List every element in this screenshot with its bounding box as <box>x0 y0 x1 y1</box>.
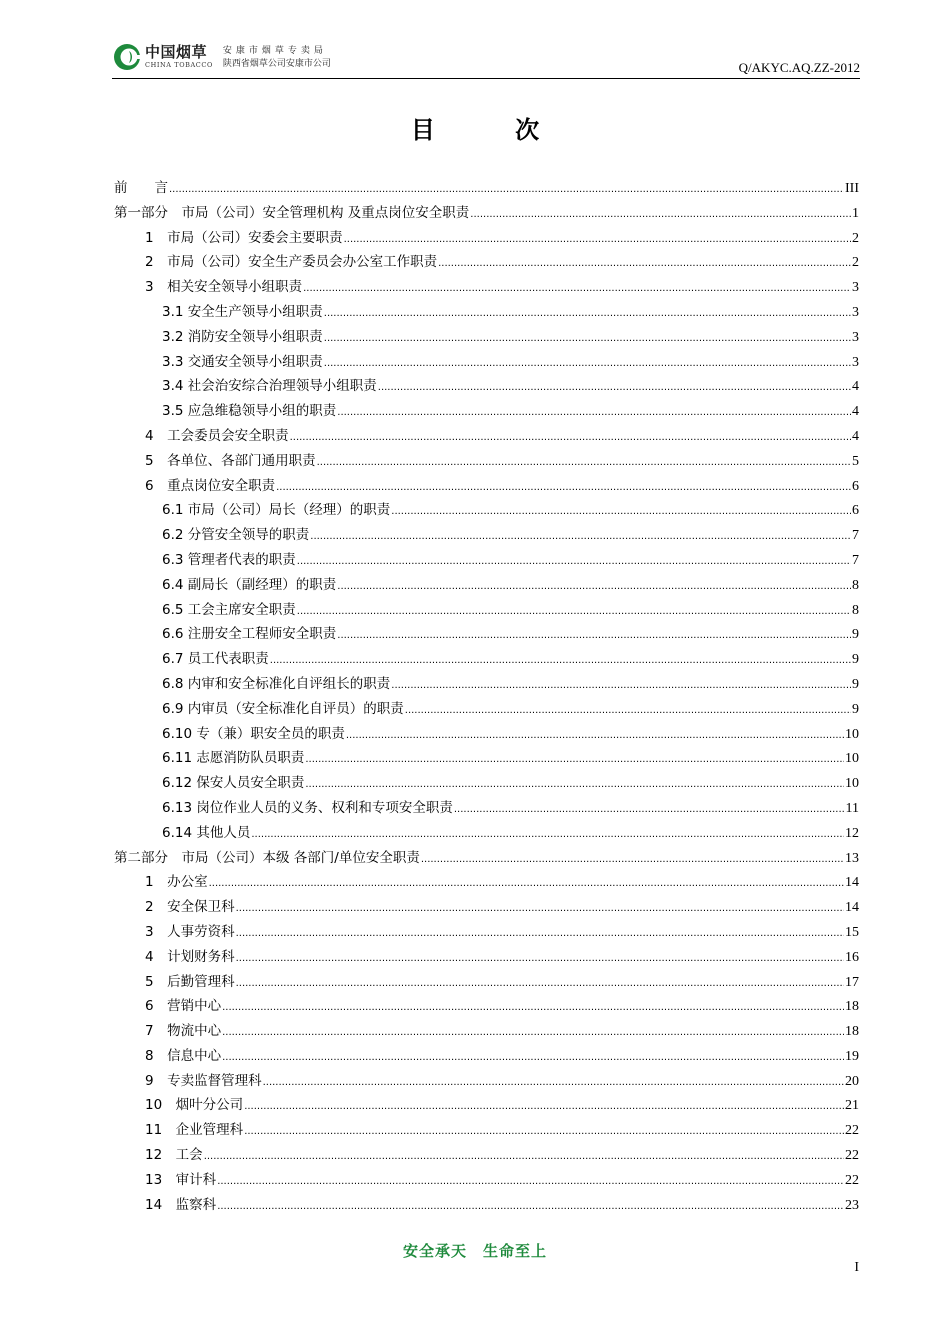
toc-entry-page: 9 <box>852 627 859 643</box>
toc-entry-page: 10 <box>845 726 859 742</box>
toc-leader-dots <box>263 1077 844 1088</box>
toc-entry-label: 6.7 员工代表职责 <box>162 651 269 668</box>
toc-entry-page: 23 <box>845 1197 859 1213</box>
toc-entry-page: 12 <box>845 825 859 841</box>
toc-entry[interactable] <box>114 250 859 275</box>
toc-entry[interactable] <box>114 920 859 945</box>
toc-entry-label: 14 监察科 <box>145 1196 217 1213</box>
organization <box>223 45 331 70</box>
toc-entry-page: 10 <box>845 751 859 767</box>
toc-entry[interactable] <box>114 1069 859 1094</box>
toc-entry-label: 6.3 管理者代表的职责 <box>162 551 296 568</box>
toc-entry-label: 3 相关安全领导小组职责 <box>145 279 303 296</box>
toc-entry[interactable] <box>114 870 859 895</box>
toc-entry-label: 13 审计科 <box>145 1171 217 1188</box>
toc-entry-label: 6.10 专（兼）职安全员的职责 <box>162 725 345 742</box>
toc-entry[interactable] <box>114 474 859 499</box>
toc-leader-dots <box>222 1002 844 1013</box>
toc-entry-label: 6.5 工会主席安全职责 <box>162 601 296 618</box>
toc-entry[interactable] <box>114 647 859 672</box>
toc-leader-dots <box>470 209 851 220</box>
toc-entry[interactable] <box>114 1193 859 1218</box>
toc-leader-dots <box>324 308 851 319</box>
toc-entry-label: 第一部分 市局（公司）安全管理机构 及重点岗位安全职责 <box>114 204 470 221</box>
toc-entry-page: 9 <box>852 701 859 717</box>
toc-leader-dots <box>310 531 851 542</box>
toc-leader-dots <box>324 333 851 344</box>
toc-entry-label: 3.2 消防安全领导小组职责 <box>162 328 323 345</box>
toc-leader-dots <box>421 854 844 865</box>
toc-entry-label: 6.11 志愿消防队员职责 <box>162 750 305 767</box>
toc-entry-page: 22 <box>845 1123 859 1139</box>
toc-leader-dots <box>222 1052 844 1063</box>
toc-entry-page: 3 <box>852 280 859 296</box>
toc-entry-label: 3.4 社会治安综合治理领导小组职责 <box>162 378 377 395</box>
toc-entry-label: 3 人事劳资科 <box>145 923 235 940</box>
toc-entry-label: 6.4 副局长（副经理）的职责 <box>162 576 337 593</box>
toc-entry-label: 2 市局（公司）安全生产委员会办公室工作职责 <box>145 254 438 271</box>
toc-entry[interactable] <box>114 771 859 796</box>
toc-entry-page: III <box>845 181 859 196</box>
toc-entry-page: 7 <box>852 552 859 568</box>
toc-leader-dots <box>454 804 845 815</box>
toc-entry-label: 6 营销中心 <box>145 998 222 1015</box>
toc-entry-page: 4 <box>852 379 859 395</box>
toc-entry[interactable] <box>114 1118 859 1143</box>
toc-entry-page: 3 <box>852 304 859 320</box>
toc-entry-label: 6 重点岗位安全职责 <box>145 477 276 494</box>
toc-entry-page: 4 <box>852 404 859 420</box>
toc-entry-page: 8 <box>852 577 859 593</box>
toc-entry-page: 5 <box>852 453 859 469</box>
toc-entry-label: 6.9 内审员（安全标准化自评员）的职责 <box>162 700 404 717</box>
toc-entry[interactable] <box>114 895 859 920</box>
toc-entry-label: 2 安全保卫科 <box>145 899 235 916</box>
toc-leader-dots <box>217 1176 844 1187</box>
toc-leader-dots <box>297 556 851 567</box>
toc-entry-page: 9 <box>852 676 859 692</box>
toc-entry[interactable] <box>114 449 859 474</box>
org-name-line2: 陕西省烟草公司安康市公司 <box>222 58 331 69</box>
toc-entry-page: 3 <box>852 354 859 370</box>
page-title: 目 次 <box>410 116 576 144</box>
toc-entry[interactable] <box>114 275 859 300</box>
toc-entry-label: 第二部分 市局（公司）本级 各部门/单位安全职责 <box>114 849 420 866</box>
toc-leader-dots <box>236 978 844 989</box>
toc-leader-dots <box>297 606 851 617</box>
toc-entry-page: 8 <box>852 602 859 618</box>
toc-leader-dots <box>222 1027 844 1038</box>
toc-entry[interactable] <box>114 672 859 697</box>
toc-leader-dots <box>346 730 844 741</box>
toc-entry-page: 6 <box>852 503 859 519</box>
toc-leader-dots <box>378 382 851 393</box>
toc-entry[interactable] <box>114 821 859 846</box>
toc-entry-label: 3.1 安全生产领导小组职责 <box>162 303 323 320</box>
toc-entry-label: 7 物流中心 <box>145 1023 222 1040</box>
toc-entry[interactable] <box>114 548 859 573</box>
toc-entry[interactable] <box>114 970 859 995</box>
toc-entry-page: 3 <box>852 329 859 345</box>
toc-entry-label: 5 后勤管理科 <box>145 973 235 990</box>
toc-entry-label: 6.8 内审和安全标准化自评组长的职责 <box>162 675 391 692</box>
toc-leader-dots <box>324 358 851 369</box>
toc-entry[interactable] <box>114 1143 859 1168</box>
toc-entry[interactable] <box>114 399 859 424</box>
toc-entry-page: 20 <box>845 1073 859 1089</box>
toc-entry[interactable] <box>114 350 859 375</box>
toc-entry-label: 12 工会 <box>145 1147 203 1164</box>
toc-entry[interactable] <box>114 746 859 771</box>
page-header <box>112 40 860 79</box>
toc-entry-label: 6.1 市局（公司）局长（经理）的职责 <box>162 502 391 519</box>
toc-entry[interactable] <box>114 1093 859 1118</box>
toc-entry-label: 11 企业管理科 <box>145 1122 244 1139</box>
toc-leader-dots <box>169 184 844 195</box>
toc-entry-label: 9 专卖监督管理科 <box>145 1072 262 1089</box>
toc-entry-page: 19 <box>845 1048 859 1064</box>
toc-entry-page: 9 <box>852 652 859 668</box>
toc-entry-label: 前 言 <box>114 180 168 196</box>
toc-entry[interactable] <box>114 226 859 251</box>
toc-entry-page: 11 <box>845 800 859 816</box>
toc-entry-page: 6 <box>852 478 859 494</box>
toc-entry-page: 10 <box>845 776 859 792</box>
toc-entry[interactable] <box>114 722 859 747</box>
toc-entry-label: 6.6 注册安全工程师安全职责 <box>162 626 337 643</box>
toc-entry-page: 13 <box>845 850 859 866</box>
toc-leader-dots <box>244 1126 844 1137</box>
toc-entry-page: 17 <box>845 974 859 990</box>
toc-leader-dots <box>337 581 851 592</box>
toc-entry[interactable] <box>114 424 859 449</box>
toc-entry[interactable] <box>114 1019 859 1044</box>
toc-leader-dots <box>276 482 851 493</box>
toc-leader-dots <box>391 506 851 517</box>
toc-leader-dots <box>217 1201 844 1212</box>
toc-leader-dots <box>236 928 844 939</box>
toc-entry[interactable] <box>114 796 859 821</box>
table-of-contents <box>114 176 859 1217</box>
toc-entry-page: 14 <box>845 900 859 916</box>
toc-entry[interactable] <box>114 994 859 1019</box>
toc-entry[interactable] <box>114 374 859 399</box>
toc-leader-dots <box>270 655 851 666</box>
toc-leader-dots <box>236 953 844 964</box>
toc-entry-page: 18 <box>845 1024 859 1040</box>
toc-leader-dots <box>405 705 851 716</box>
toc-entry-page: 21 <box>845 1098 859 1114</box>
toc-leader-dots <box>204 1151 844 1162</box>
toc-entry[interactable] <box>114 1044 859 1069</box>
toc-entry[interactable] <box>114 325 859 350</box>
brand-name-cn: 中国烟草 <box>145 43 208 61</box>
toc-entry-label: 1 市局（公司）安委会主要职责 <box>145 229 343 246</box>
toc-entry-label: 6.13 岗位作业人员的义务、权利和专项安全职责 <box>162 799 453 816</box>
china-tobacco-logo-icon <box>112 42 142 72</box>
toc-entry[interactable] <box>114 622 859 647</box>
toc-entry-label: 3.3 交通安全领导小组职责 <box>162 353 323 370</box>
toc-entry[interactable] <box>114 300 859 325</box>
toc-leader-dots <box>303 283 851 294</box>
toc-entry-label: 5 各单位、各部门通用职责 <box>145 452 316 469</box>
brand <box>145 44 213 70</box>
toc-leader-dots <box>337 630 851 641</box>
logo <box>112 42 331 72</box>
toc-entry-label: 4 计划财务科 <box>145 948 235 965</box>
toc-entry-page: 1 <box>852 205 859 221</box>
toc-leader-dots <box>305 754 844 765</box>
toc-entry[interactable] <box>114 176 859 201</box>
toc-entry-page: 4 <box>852 428 859 444</box>
toc-entry-label: 4 工会委员会安全职责 <box>145 427 289 444</box>
toc-entry-page: 22 <box>845 1148 859 1164</box>
toc-entry-page: 2 <box>852 230 859 246</box>
toc-leader-dots <box>391 680 851 691</box>
toc-entry[interactable] <box>114 523 859 548</box>
toc-entry-label: 6.2 分管安全领导的职责 <box>162 527 310 544</box>
toc-entry-page: 15 <box>845 924 859 940</box>
document-number: Q/AKYC.AQ.ZZ-2012 <box>738 60 860 75</box>
toc-entry-page: 22 <box>845 1172 859 1188</box>
org-name-line1: 安康市烟草专卖局 <box>222 45 327 56</box>
toc-entry[interactable] <box>114 846 859 871</box>
toc-entry-page: 18 <box>845 999 859 1015</box>
toc-entry[interactable] <box>114 498 859 523</box>
toc-leader-dots <box>244 1101 844 1112</box>
toc-leader-dots <box>305 779 844 790</box>
toc-entry[interactable] <box>114 573 859 598</box>
toc-entry-label: 1 办公室 <box>145 874 208 891</box>
toc-entry-page: 7 <box>852 528 859 544</box>
footer-slogan: 安全承天 生命至上 <box>402 1242 547 1260</box>
toc-leader-dots <box>317 457 851 468</box>
toc-leader-dots <box>251 829 844 840</box>
toc-entry-label: 8 信息中心 <box>145 1047 222 1064</box>
toc-leader-dots <box>337 407 851 418</box>
toc-leader-dots <box>209 878 844 889</box>
toc-entry-label: 6.14 其他人员 <box>162 824 251 841</box>
toc-entry[interactable] <box>114 945 859 970</box>
toc-entry-page: 2 <box>852 255 859 271</box>
toc-entry-label: 10 烟叶分公司 <box>145 1097 244 1114</box>
page-number: I <box>854 1260 859 1275</box>
toc-entry[interactable] <box>114 697 859 722</box>
toc-entry[interactable] <box>114 201 859 226</box>
toc-entry-page: 14 <box>845 875 859 891</box>
toc-entry-label: 3.5 应急维稳领导小组的职责 <box>162 403 337 420</box>
toc-entry-page: 16 <box>845 949 859 965</box>
toc-entry[interactable] <box>114 598 859 623</box>
toc-entry-label: 6.12 保安人员安全职责 <box>162 775 305 792</box>
toc-leader-dots <box>438 258 851 269</box>
toc-leader-dots <box>344 234 851 245</box>
toc-entry[interactable] <box>114 1168 859 1193</box>
brand-name-en: CHINA TOBACCO <box>145 61 213 69</box>
toc-leader-dots <box>236 903 844 914</box>
toc-leader-dots <box>290 432 851 443</box>
